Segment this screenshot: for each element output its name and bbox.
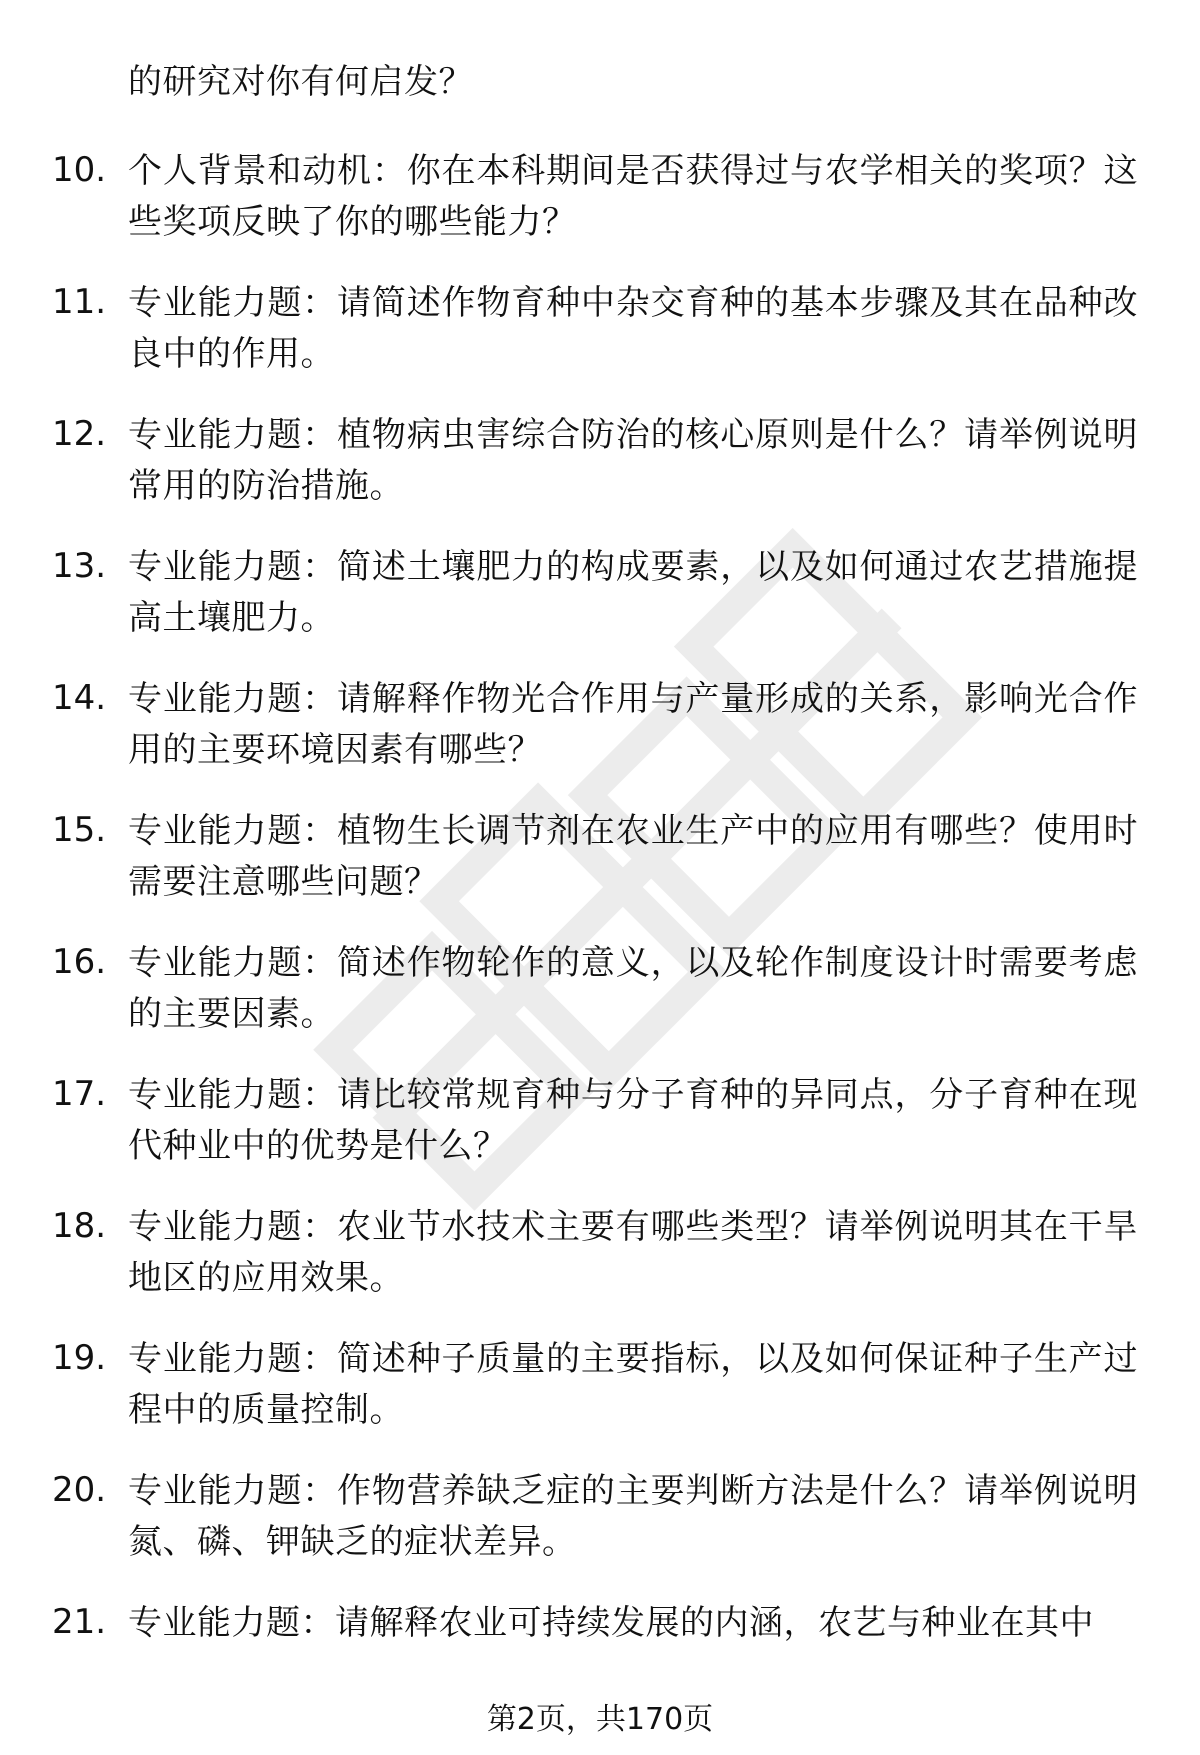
- question-item: [0, 278, 1200, 410]
- question-number: 14.: [52, 678, 107, 718]
- question-text: 个人背景和动机：你在本科期间是否获得过与农学相关的奖项？这些奖项反映了你的哪些能力？: [128, 151, 1138, 242]
- question-number: 17.: [52, 1074, 107, 1114]
- question-number: 18.: [52, 1206, 107, 1246]
- question-item: [0, 146, 1200, 278]
- question-text: 专业能力题：请解释作物光合作用与产量形成的关系，影响光合作用的主要环境因素有哪些？: [128, 679, 1138, 770]
- question-text: 专业能力题：请解释农业可持续发展的内涵，农艺与种业在其中: [128, 1603, 1094, 1643]
- question-text: 专业能力题：简述作物轮作的意义，以及轮作制度设计时需要考虑的主要因素。: [128, 943, 1138, 1034]
- question-number: 16.: [52, 942, 107, 982]
- question-item: [0, 806, 1200, 938]
- question-item: [0, 1334, 1200, 1466]
- question-number: 15.: [52, 810, 107, 850]
- question-text: 专业能力题：请比较常规育种与分子育种的异同点，分子育种在现代种业中的优势是什么？: [128, 1075, 1138, 1166]
- question-list: [0, 146, 1200, 1730]
- question-number: 20.: [52, 1470, 107, 1510]
- question-item: [0, 542, 1200, 674]
- question-number: 10.: [52, 150, 107, 190]
- question-text: 专业能力题：请简述作物育种中杂交育种的基本步骤及其在品种改良中的作用。: [128, 283, 1138, 374]
- question-item: [0, 1466, 1200, 1598]
- question-item: [0, 1070, 1200, 1202]
- question-number: 21.: [52, 1602, 107, 1642]
- question-number: 11.: [52, 282, 107, 322]
- question-number: 12.: [52, 414, 107, 454]
- question-text: 专业能力题：农业节水技术主要有哪些类型？请举例说明其在干旱地区的应用效果。: [128, 1207, 1138, 1298]
- question-number: 13.: [52, 546, 107, 586]
- question-text: 专业能力题：植物病虫害综合防治的核心原则是什么？请举例说明常用的防治措施。: [128, 415, 1138, 506]
- continued-text: 的研究对你有何启发？: [128, 62, 473, 102]
- question-text: 专业能力题：简述土壤肥力的构成要素，以及如何通过农艺措施提高土壤肥力。: [128, 547, 1138, 638]
- question-item: [0, 674, 1200, 806]
- question-number: 19.: [52, 1338, 107, 1378]
- question-item: [0, 410, 1200, 542]
- question-text: 专业能力题：作物营养缺乏症的主要判断方法是什么？请举例说明氮、磷、钾缺乏的症状差异。: [128, 1471, 1138, 1562]
- question-text: 专业能力题：植物生长调节剂在农业生产中的应用有哪些？使用时需要注意哪些问题？: [128, 811, 1138, 902]
- question-text: 专业能力题：简述种子质量的主要指标，以及如何保证种子生产过程中的质量控制。: [128, 1339, 1138, 1430]
- page-footer: 第2页，共170页: [486, 1702, 714, 1737]
- question-item: [0, 938, 1200, 1070]
- question-item: [0, 1202, 1200, 1334]
